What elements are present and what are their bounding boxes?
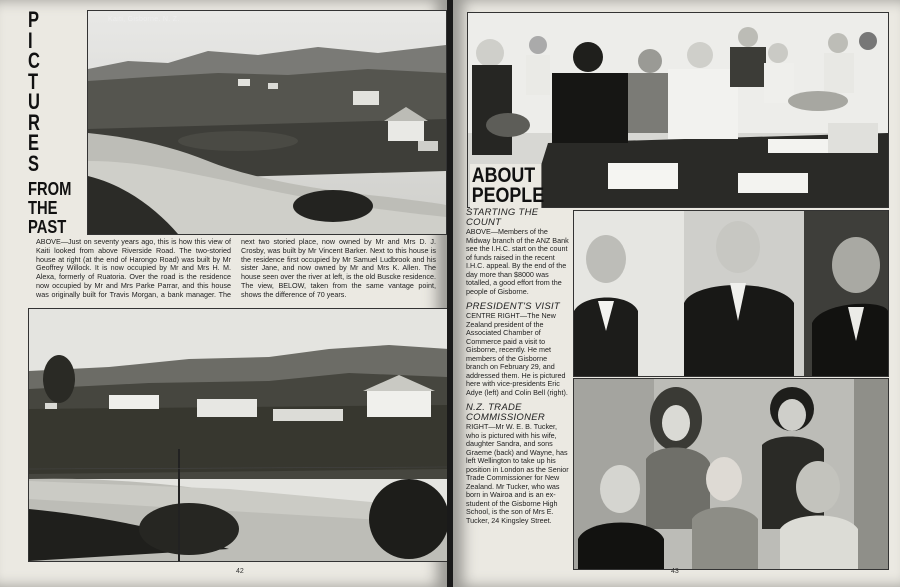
title-letter: P [28,7,40,32]
section-heading: PRESIDENT'S VISIT [466,301,561,312]
about-people-heading [470,164,545,208]
title-letter: S [28,150,40,176]
historic-kaiti-photo [87,10,447,235]
about-people-column [466,208,570,525]
title-letter: U [28,89,40,114]
page-number-left: 42 [236,568,244,575]
photo-caption-label: Kaiti, Gisborne. N. Z. [108,16,180,23]
president-visit-photo [573,210,889,377]
page-number-right: 43 [671,568,679,575]
historic-photo-caption: ABOVE—Just on seventy years ago, this is how this view of Kaiti looked from above Riverside Road. The two-storied house at right (at the end of Harongo Road) was built by Mr Geoffrey Willock. It is now occupied by Mr and Mrs H. M. Alexa, formerly of Ruatoria. Over the road is the residence now occupied by Mr and Mrs Parke Parrar, and this house was originally built for Travis Morgan, a bank manager. The next two storied place, now owned by Mr and Mrs D. J. Crosby, was built by Mr Vincent Barker. Next to this house is the residence first occupied by Mr Samuel Ludbrook and his sister Jane, and now owned by Mr and Mrs K. Allen. The house seen over the river at left, is the old Buscke residence. The view, BELOW, taken from the same vantage point, shows the difference of 70 years. [36,237,436,299]
title-from-the-past [28,179,72,237]
title-line: FROM [28,179,72,199]
title-line: PAST [28,217,67,237]
heading-line: ABOUT [471,164,536,187]
title-letter: E [28,130,40,155]
title-vertical-letters [28,7,78,176]
section-body: ABOVE—Members of the Midway branch of the ANZ Bank see the I.H.C. start on the count of funds raised in the recent I.H.C. appeal. By the end of the day more than $8000 was totalled, a good effort from the people of Gisborne. [466,227,569,296]
modern-kaiti-photo [28,308,447,562]
title-letter: C [28,48,40,73]
trade-commissioner-family-photo [573,378,889,570]
heading-line: PEOPLE [471,184,545,207]
title-letter: I [28,27,33,53]
section-body: CENTRE RIGHT—The New Zealand president of the Associated Chamber of Commerce paid a visit to Gisborne, recently. He met members of the Gisborne branch on February 29, and addressed them. He is pictured here with vice-presidents Eric Adye (left) and Colin Bell (right). [466,311,568,397]
section-heading: N.Z. TRADE COMMISSIONER [466,402,546,423]
pictures-from-the-past-title [28,7,78,237]
left-page [0,0,447,587]
title-line: THE [28,198,58,218]
section-body: RIGHT—Mr W. E. B. Tucker, who is pictured with his wife, daughter Sandra, and sons Graeme (back) and Wayne, has left Wellington to take up his position in London as the Senior Trade Commissioner for New Zealand. Mr Tucker, who was born in Wairoa and is an ex-student of the Gisborne High School, is the son of Mrs E. Tucker, 24 Kingsley Street. [466,422,569,525]
section-heading: STARTING THE COUNT [466,207,539,228]
title-letter: T [28,68,39,94]
title-letter: R [28,109,40,135]
